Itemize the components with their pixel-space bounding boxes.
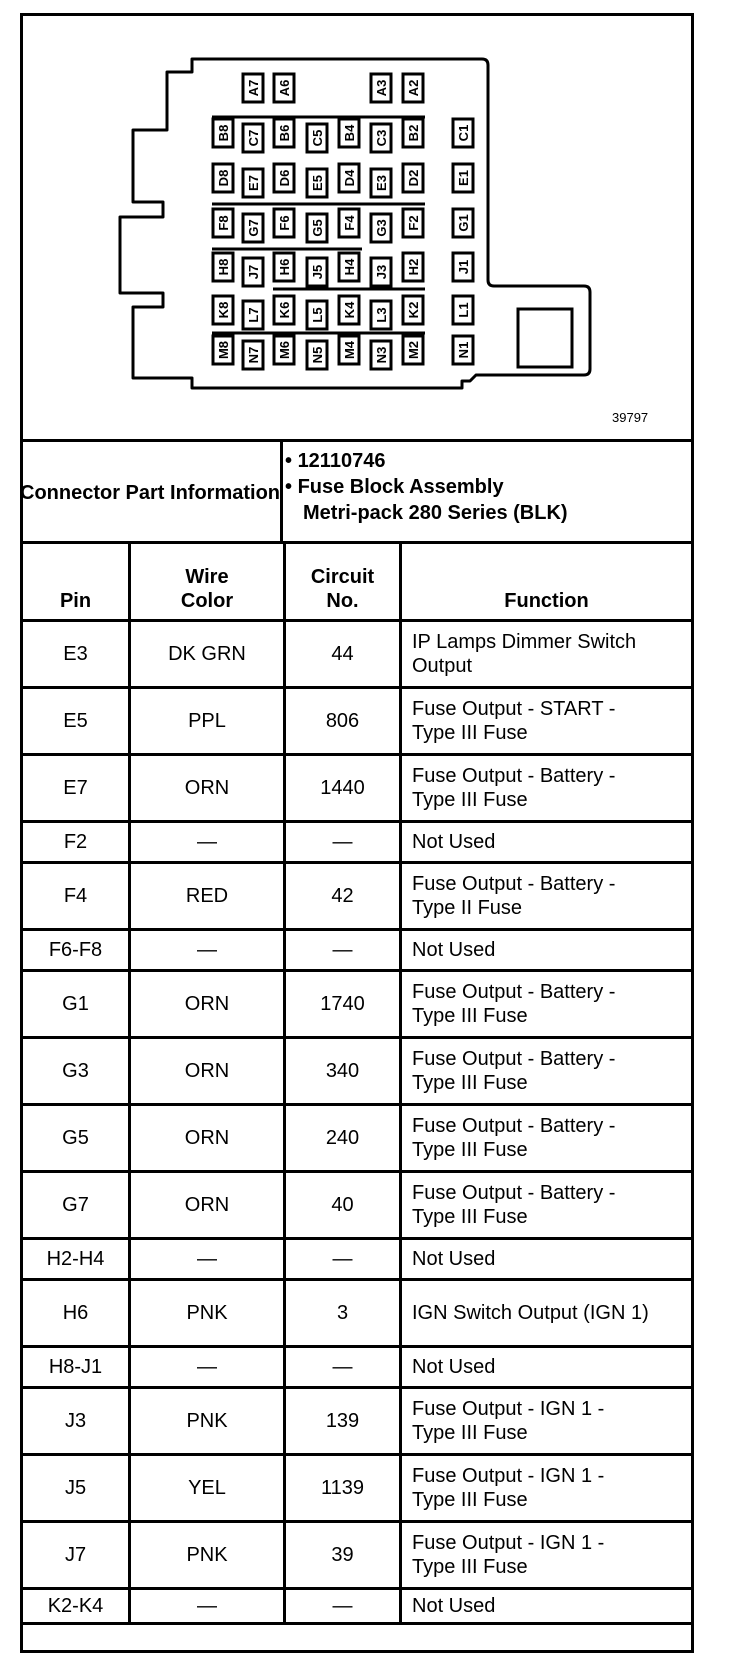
svg-text:K8: K8 [216, 301, 231, 319]
svg-text:M8: M8 [216, 340, 231, 360]
svg-text:C1: C1 [456, 124, 471, 142]
svg-text:D6: D6 [277, 169, 292, 187]
pin-cell: J3 [22, 1388, 130, 1455]
wire-color-cell: YEL [130, 1455, 285, 1522]
svg-text:B2: B2 [406, 124, 421, 142]
fuse-cavity-a2 [403, 74, 423, 102]
fuse-cavity-n3 [371, 341, 391, 369]
svg-text:L5: L5 [310, 307, 325, 323]
fuse-cavity-h6 [274, 253, 294, 281]
fuse-cavity-n1 [453, 336, 473, 364]
pin-cell: G3 [22, 1038, 130, 1105]
table-row [22, 930, 693, 971]
fuse-cavity-a6 [274, 74, 294, 102]
circuit-cell: 44 [285, 621, 401, 688]
pin-cell: J5 [22, 1455, 130, 1522]
pin-cell: H6 [22, 1280, 130, 1347]
fuse-cavity-e3 [371, 169, 391, 197]
svg-text:C7: C7 [246, 129, 261, 147]
fuse-cavity-m8 [213, 336, 233, 364]
function-cell: Fuse Output - Battery - Type III Fuse [401, 971, 693, 1038]
wire-color-cell: — [130, 1589, 285, 1624]
svg-text:C5: C5 [310, 129, 325, 147]
function-cell: Not Used [401, 822, 693, 863]
pin-cell: F2 [22, 822, 130, 863]
table-row [22, 1239, 693, 1280]
svg-text:D2: D2 [406, 169, 421, 187]
connector-part-information [20, 439, 694, 543]
svg-text:F2: F2 [406, 215, 421, 231]
wire-color-cell: ORN [130, 1105, 285, 1172]
svg-text:H6: H6 [277, 258, 292, 276]
table-row [22, 755, 693, 822]
fuse-cavity-d8 [213, 164, 233, 192]
circuit-cell: — [285, 1239, 401, 1280]
pin-cell: E7 [22, 755, 130, 822]
wire-color-cell: PNK [130, 1280, 285, 1347]
svg-text:K4: K4 [342, 301, 357, 319]
part-number: 12110746 [297, 450, 386, 472]
figure-number: 39797 [612, 410, 649, 425]
fuse-cavity-h8 [213, 253, 233, 281]
function-cell: Fuse Output - IGN 1 - Type III Fuse [401, 1388, 693, 1455]
svg-text:N5: N5 [310, 346, 325, 364]
svg-text:L7: L7 [246, 307, 261, 323]
table-row [22, 1455, 693, 1522]
fuse-cavity-e7 [243, 169, 263, 197]
fuse-cavity-n7 [243, 341, 263, 369]
table-row [22, 688, 693, 755]
circuit-cell: 40 [285, 1172, 401, 1239]
svg-text:E1: E1 [456, 170, 471, 186]
fuse-cavity-c1 [453, 119, 473, 147]
function-cell: Fuse Output - Battery - Type III Fuse [401, 1172, 693, 1239]
circuit-cell: 806 [285, 688, 401, 755]
wire-color-cell: — [130, 1347, 285, 1388]
fuse-cavity-f4 [339, 209, 359, 237]
fuse-cavity-k8 [213, 296, 233, 324]
circuit-cell: 240 [285, 1105, 401, 1172]
function-cell: IP Lamps Dimmer Switch Output [401, 621, 693, 688]
svg-text:M2: M2 [406, 340, 421, 360]
svg-text:M4: M4 [342, 340, 357, 360]
header-wire-color: Wire Color [130, 543, 285, 621]
pin-cell: H2-H4 [22, 1239, 130, 1280]
svg-text:F6: F6 [277, 215, 292, 231]
wire-color-cell: PPL [130, 688, 285, 755]
table-row [22, 621, 693, 688]
part-series: Metri-pack 280 Series (BLK) [303, 502, 568, 524]
circuit-cell: 42 [285, 863, 401, 930]
svg-text:G5: G5 [310, 219, 325, 237]
function-cell: Not Used [401, 1239, 693, 1280]
svg-text:H8: H8 [216, 258, 231, 276]
table-row [22, 863, 693, 930]
function-cell: Fuse Output - START - Type III Fuse [401, 688, 693, 755]
table-row [22, 1347, 693, 1388]
function-cell: Fuse Output - IGN 1 - Type III Fuse [401, 1455, 693, 1522]
svg-text:A6: A6 [277, 79, 292, 97]
circuit-cell: 139 [285, 1388, 401, 1455]
wire-color-cell: — [130, 1239, 285, 1280]
pin-cell: G1 [22, 971, 130, 1038]
svg-text:K6: K6 [277, 301, 292, 319]
wire-color-cell: PNK [130, 1522, 285, 1589]
pin-cell: F4 [22, 863, 130, 930]
function-cell: Fuse Output - Battery - Type II Fuse [401, 863, 693, 930]
pin-cell: G7 [22, 1172, 130, 1239]
fuse-cavity-a7 [243, 74, 263, 102]
pin-cell: K2-K4 [22, 1589, 130, 1624]
svg-text:M6: M6 [277, 340, 292, 360]
fuse-block-diagram [0, 0, 752, 440]
empty-socket [518, 309, 572, 367]
fuse-cavity-j3 [371, 258, 391, 286]
svg-text:F4: F4 [342, 215, 357, 231]
svg-text:G3: G3 [374, 219, 389, 237]
fuse-cavity-b4 [339, 119, 359, 147]
fuse-cavity-h2 [403, 253, 423, 281]
pin-cell: E3 [22, 621, 130, 688]
function-cell: Fuse Output - Battery - Type III Fuse [401, 1038, 693, 1105]
table-row [22, 971, 693, 1038]
svg-text:K2: K2 [406, 301, 421, 319]
pin-cell: G5 [22, 1105, 130, 1172]
svg-text:A7: A7 [246, 79, 261, 97]
fuse-cavity-m6 [274, 336, 294, 364]
fuse-cavity-g7 [243, 214, 263, 242]
fuse-cavity-l3 [371, 301, 391, 329]
circuit-cell: 1740 [285, 971, 401, 1038]
fuse-cavity-m2 [403, 336, 423, 364]
svg-text:E5: E5 [310, 175, 325, 191]
fuse-cavity-d2 [403, 164, 423, 192]
function-cell: Fuse Output - Battery - Type III Fuse [401, 1105, 693, 1172]
function-cell: Not Used [401, 1347, 693, 1388]
fuse-cavity-c5 [307, 124, 327, 152]
svg-text:L1: L1 [456, 302, 471, 318]
svg-text:B4: B4 [342, 124, 357, 142]
wire-color-cell: — [130, 930, 285, 971]
fuse-cavity-k2 [403, 296, 423, 324]
svg-text:L3: L3 [374, 307, 389, 323]
pinout-table [20, 541, 694, 1625]
fuse-cavity-k4 [339, 296, 359, 324]
table-row [22, 1522, 693, 1589]
table-row [22, 1388, 693, 1455]
function-cell: Fuse Output - Battery - Type III Fuse [401, 755, 693, 822]
svg-text:G1: G1 [456, 214, 471, 232]
fuse-cavity-b6 [274, 119, 294, 147]
svg-text:H4: H4 [342, 258, 357, 276]
header-pin: Pin [22, 543, 130, 621]
circuit-cell: — [285, 930, 401, 971]
fuse-cavity-g1 [453, 209, 473, 237]
fuse-cavity-n5 [307, 341, 327, 369]
fuse-cavity-j1 [453, 253, 473, 281]
fuse-cavity-f2 [403, 209, 423, 237]
fuse-cavity-a3 [371, 74, 391, 102]
svg-text:D8: D8 [216, 169, 231, 187]
fuse-cavity-f8 [213, 209, 233, 237]
svg-text:J5: J5 [310, 264, 325, 280]
wire-color-cell: ORN [130, 1038, 285, 1105]
svg-text:A3: A3 [374, 79, 389, 97]
circuit-cell: 1440 [285, 755, 401, 822]
fuse-cavity-k6 [274, 296, 294, 324]
fuse-cavity-l7 [243, 301, 263, 329]
svg-text:A2: A2 [406, 79, 421, 97]
fuse-cavity-j7 [243, 258, 263, 286]
function-cell: IGN Switch Output (IGN 1) [401, 1280, 693, 1347]
pin-cell: E5 [22, 688, 130, 755]
function-cell: Fuse Output - IGN 1 - Type III Fuse [401, 1522, 693, 1589]
svg-text:N7: N7 [246, 346, 261, 364]
function-cell: Not Used [401, 1589, 693, 1624]
svg-text:F8: F8 [216, 215, 231, 231]
svg-text:B8: B8 [216, 124, 231, 142]
fuse-cavity-b8 [213, 119, 233, 147]
table-row [22, 822, 693, 863]
pin-cell: F6-F8 [22, 930, 130, 971]
fuse-cavity-g5 [307, 214, 327, 242]
circuit-cell: — [285, 1589, 401, 1624]
svg-text:H2: H2 [406, 258, 421, 276]
fuse-cavity-d4 [339, 164, 359, 192]
circuit-cell: — [285, 822, 401, 863]
wire-color-cell: DK GRN [130, 621, 285, 688]
circuit-cell: 3 [285, 1280, 401, 1347]
circuit-cell: — [285, 1347, 401, 1388]
svg-text:E3: E3 [374, 175, 389, 191]
fuse-cavity-g3 [371, 214, 391, 242]
header-circuit: Circuit No. [285, 543, 401, 621]
circuit-cell: 1139 [285, 1455, 401, 1522]
header-function: Function [401, 543, 693, 621]
table-row [22, 1172, 693, 1239]
table-row [22, 1038, 693, 1105]
connector-info-values: • 12110746 • Fuse Block Assembly Metri-pack 280 Series (BLK) [285, 450, 568, 524]
svg-text:J7: J7 [246, 264, 261, 280]
fuse-cavity-l1 [453, 296, 473, 324]
connector-info-label: Connector Part Information [20, 442, 283, 543]
svg-text:J3: J3 [374, 264, 389, 280]
table-row [22, 1280, 693, 1347]
fuse-cavity-e1 [453, 164, 473, 192]
pin-cell: H8-J1 [22, 1347, 130, 1388]
circuit-cell: 340 [285, 1038, 401, 1105]
svg-text:N3: N3 [374, 346, 389, 364]
function-cell: Not Used [401, 930, 693, 971]
wire-color-cell: ORN [130, 755, 285, 822]
fuse-cavity-c7 [243, 124, 263, 152]
wire-color-cell: — [130, 822, 285, 863]
table-row [22, 1589, 693, 1624]
svg-text:D4: D4 [342, 169, 357, 187]
table-header [22, 543, 693, 621]
svg-text:C3: C3 [374, 129, 389, 147]
svg-text:G7: G7 [246, 219, 261, 237]
wire-color-cell: RED [130, 863, 285, 930]
svg-text:N1: N1 [456, 341, 471, 359]
circuit-cell: 39 [285, 1522, 401, 1589]
wire-color-cell: PNK [130, 1388, 285, 1455]
fuse-cavity-c3 [371, 124, 391, 152]
fuse-cavity-e5 [307, 169, 327, 197]
svg-text:B6: B6 [277, 124, 292, 142]
svg-text:E7: E7 [246, 175, 261, 191]
fuse-cavity-l5 [307, 301, 327, 329]
pin-cell: J7 [22, 1522, 130, 1589]
fuse-cavity-d6 [274, 164, 294, 192]
fuse-cavity-f6 [274, 209, 294, 237]
fuse-cavity-m4 [339, 336, 359, 364]
fuse-cavity-h4 [339, 253, 359, 281]
part-description: Fuse Block Assembly [297, 476, 504, 498]
fuse-cavity-j5 [307, 258, 327, 286]
svg-text:J1: J1 [456, 259, 471, 275]
table-row [22, 1105, 693, 1172]
fuse-cavity-b2 [403, 119, 423, 147]
wire-color-cell: ORN [130, 1172, 285, 1239]
wire-color-cell: ORN [130, 971, 285, 1038]
